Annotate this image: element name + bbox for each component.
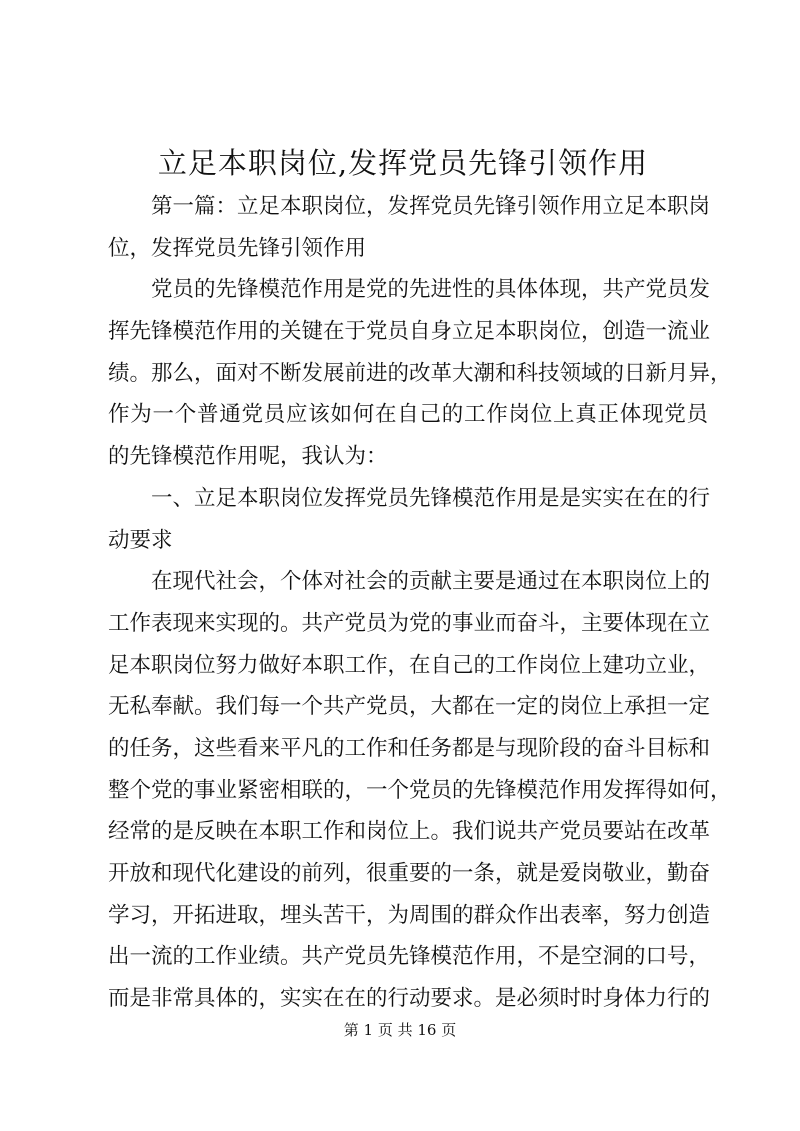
body-text-line: 绩。那么，面对不断发展前进的改革大潮和科技领域的日新月异， — [108, 360, 732, 386]
body-text-line: 足本职岗位努力做好本职工作，在自己的工作岗位上建功立业， — [108, 652, 711, 678]
body-text-line: 的先锋模范作用呢，我认为： — [108, 444, 388, 470]
body-text-line: 的任务，这些看来平凡的工作和任务都是与现阶段的奋斗目标和 — [108, 735, 711, 761]
body-text-line: 挥先锋模范作用的关键在于党员自身立足本职岗位，创造一流业 — [108, 319, 711, 345]
body-text-line: 整个党的事业紧密相联的，一个党员的先锋模范作用发挥得如何， — [108, 777, 732, 803]
body-text-line: 动要求 — [108, 527, 173, 553]
body-text-line: 而是非常具体的，实实在在的行动要求。是必须时时身体力行的 — [108, 986, 711, 1012]
body-text-line: 作为一个普通党员应该如何在自己的工作岗位上真正体现党员 — [108, 402, 708, 428]
body-text-line: 位，发挥党员先锋引领作用 — [108, 235, 367, 261]
body-text-line: 在现代社会，个体对社会的贡献主要是通过在本职岗位上的 — [151, 569, 711, 595]
body-text-line: 党员的先锋模范作用是党的先进性的具体体现，共产党员发 — [151, 277, 711, 303]
document-body — [108, 186, 732, 1020]
body-text-line: 一、立足本职岗位发挥党员先锋模范作用是是实实在在的行 — [151, 485, 711, 511]
page-footer: 第 1 页 共 16 页 — [343, 1021, 457, 1039]
body-text-line: 出一流的工作业绩。共产党员先锋模范作用，不是空洞的口号， — [108, 944, 711, 970]
body-text-line: 开放和现代化建设的前列，很重要的一条，就是爱岗敬业，勤奋 — [108, 861, 711, 886]
document-title: 立足本职岗位,发挥党员先锋引领作用 — [157, 146, 649, 180]
body-text-line: 工作表现来实现的。共产党员为党的事业而奋斗，主要体现在立 — [108, 610, 711, 636]
body-text-line: 第一篇：立足本职岗位，发挥党员先锋引领作用立足本职岗 — [151, 194, 711, 219]
body-text-line: 学习，开拓进取，埋头苦干，为周围的群众作出表率，努力创造 — [108, 902, 711, 928]
body-text-line: 经常的是反映在本职工作和岗位上。我们说共产党员要站在改革 — [108, 819, 711, 845]
body-text-line: 无私奉献。我们每一个共产党员，大都在一定的岗位上承担一定 — [108, 694, 711, 720]
